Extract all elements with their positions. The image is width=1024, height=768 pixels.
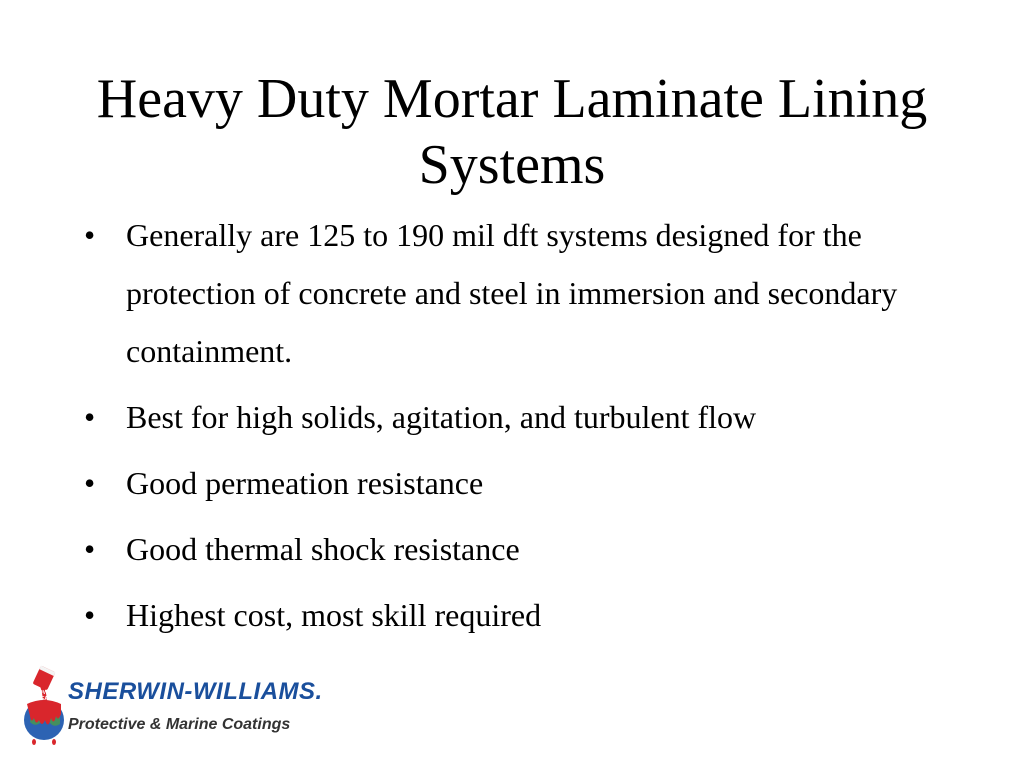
bullet-marker: •: [84, 399, 96, 435]
slide-title: Heavy Duty Mortar Laminate Lining Systems: [96, 68, 928, 196]
bullet-text: Highest cost, most skill required: [126, 597, 542, 633]
cover-the-earth-icon: [18, 658, 68, 748]
bullet-marker: •: [84, 597, 96, 633]
bullet-text: Good permeation resistance: [126, 465, 484, 501]
bullet-item: [84, 520, 944, 578]
bullet-text: Good thermal shock resistance: [126, 531, 520, 567]
bullet-text: Best for high solids, agitation, and turbulent flow: [126, 399, 757, 435]
bullet-item: [84, 388, 944, 446]
bullet-list: [84, 206, 944, 652]
svg-text:THE EARTH: THE EARTH: [29, 696, 59, 702]
bullet-item: [84, 206, 944, 380]
sherwin-williams-logo: [18, 658, 323, 748]
bullet-marker: •: [84, 465, 96, 501]
bullet-marker: •: [84, 531, 96, 567]
logo-brand: SHERWIN-WILLIAMS.: [68, 678, 323, 705]
bullet-item: [84, 454, 944, 512]
bullet-item: [84, 586, 944, 644]
svg-text:COVER: COVER: [35, 690, 53, 696]
bullet-marker: •: [84, 217, 96, 253]
bullet-text: Generally are 125 to 190 mil dft systems designed for the protection of concrete and steel in immersion and secondary containment.: [126, 217, 898, 369]
logo-subtitle: Protective & Marine Coatings: [68, 716, 291, 733]
